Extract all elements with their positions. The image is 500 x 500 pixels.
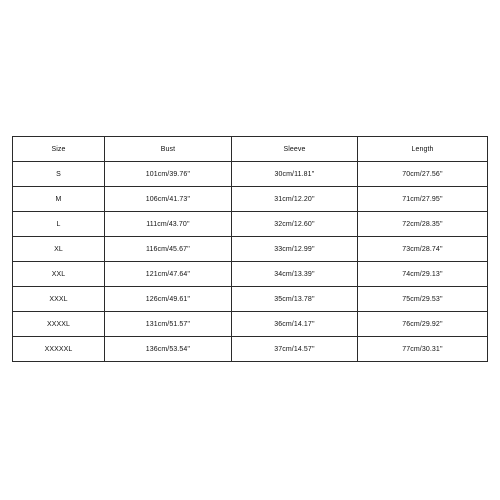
size-chart-table xyxy=(12,136,488,362)
cell-length: 71cm/27.95'' xyxy=(358,187,488,212)
header-length: Length xyxy=(358,137,488,162)
table-row xyxy=(13,337,488,362)
header-size: Size xyxy=(13,137,105,162)
cell-size: M xyxy=(13,187,105,212)
cell-bust: 131cm/51.57'' xyxy=(105,312,232,337)
cell-size: XXL xyxy=(13,262,105,287)
cell-length: 74cm/29.13'' xyxy=(358,262,488,287)
cell-size: L xyxy=(13,212,105,237)
table-row xyxy=(13,187,488,212)
cell-sleeve: 35cm/13.78'' xyxy=(232,287,358,312)
cell-bust: 101cm/39.76'' xyxy=(105,162,232,187)
cell-length: 70cm/27.56'' xyxy=(358,162,488,187)
cell-bust: 106cm/41.73'' xyxy=(105,187,232,212)
cell-bust: 136cm/53.54'' xyxy=(105,337,232,362)
cell-sleeve: 36cm/14.17'' xyxy=(232,312,358,337)
cell-sleeve: 32cm/12.60'' xyxy=(232,212,358,237)
cell-length: 77cm/30.31'' xyxy=(358,337,488,362)
cell-size: S xyxy=(13,162,105,187)
cell-length: 72cm/28.35'' xyxy=(358,212,488,237)
table-row xyxy=(13,212,488,237)
cell-sleeve: 33cm/12.99'' xyxy=(232,237,358,262)
cell-sleeve: 34cm/13.39'' xyxy=(232,262,358,287)
header-bust: Bust xyxy=(105,137,232,162)
table-row xyxy=(13,162,488,187)
cell-sleeve: 30cm/11.81'' xyxy=(232,162,358,187)
cell-bust: 121cm/47.64'' xyxy=(105,262,232,287)
cell-size: XL xyxy=(13,237,105,262)
cell-size: XXXXL xyxy=(13,312,105,337)
table-row xyxy=(13,262,488,287)
table-header-row xyxy=(13,137,488,162)
table-row xyxy=(13,287,488,312)
cell-sleeve: 31cm/12.20'' xyxy=(232,187,358,212)
cell-sleeve: 37cm/14.57'' xyxy=(232,337,358,362)
cell-bust: 111cm/43.70'' xyxy=(105,212,232,237)
cell-bust: 126cm/49.61'' xyxy=(105,287,232,312)
header-sleeve: Sleeve xyxy=(232,137,358,162)
cell-length: 73cm/28.74'' xyxy=(358,237,488,262)
cell-length: 75cm/29.53'' xyxy=(358,287,488,312)
cell-bust: 116cm/45.67'' xyxy=(105,237,232,262)
table-row xyxy=(13,237,488,262)
cell-size: XXXXXL xyxy=(13,337,105,362)
cell-length: 76cm/29.92'' xyxy=(358,312,488,337)
table-row xyxy=(13,312,488,337)
cell-size: XXXL xyxy=(13,287,105,312)
